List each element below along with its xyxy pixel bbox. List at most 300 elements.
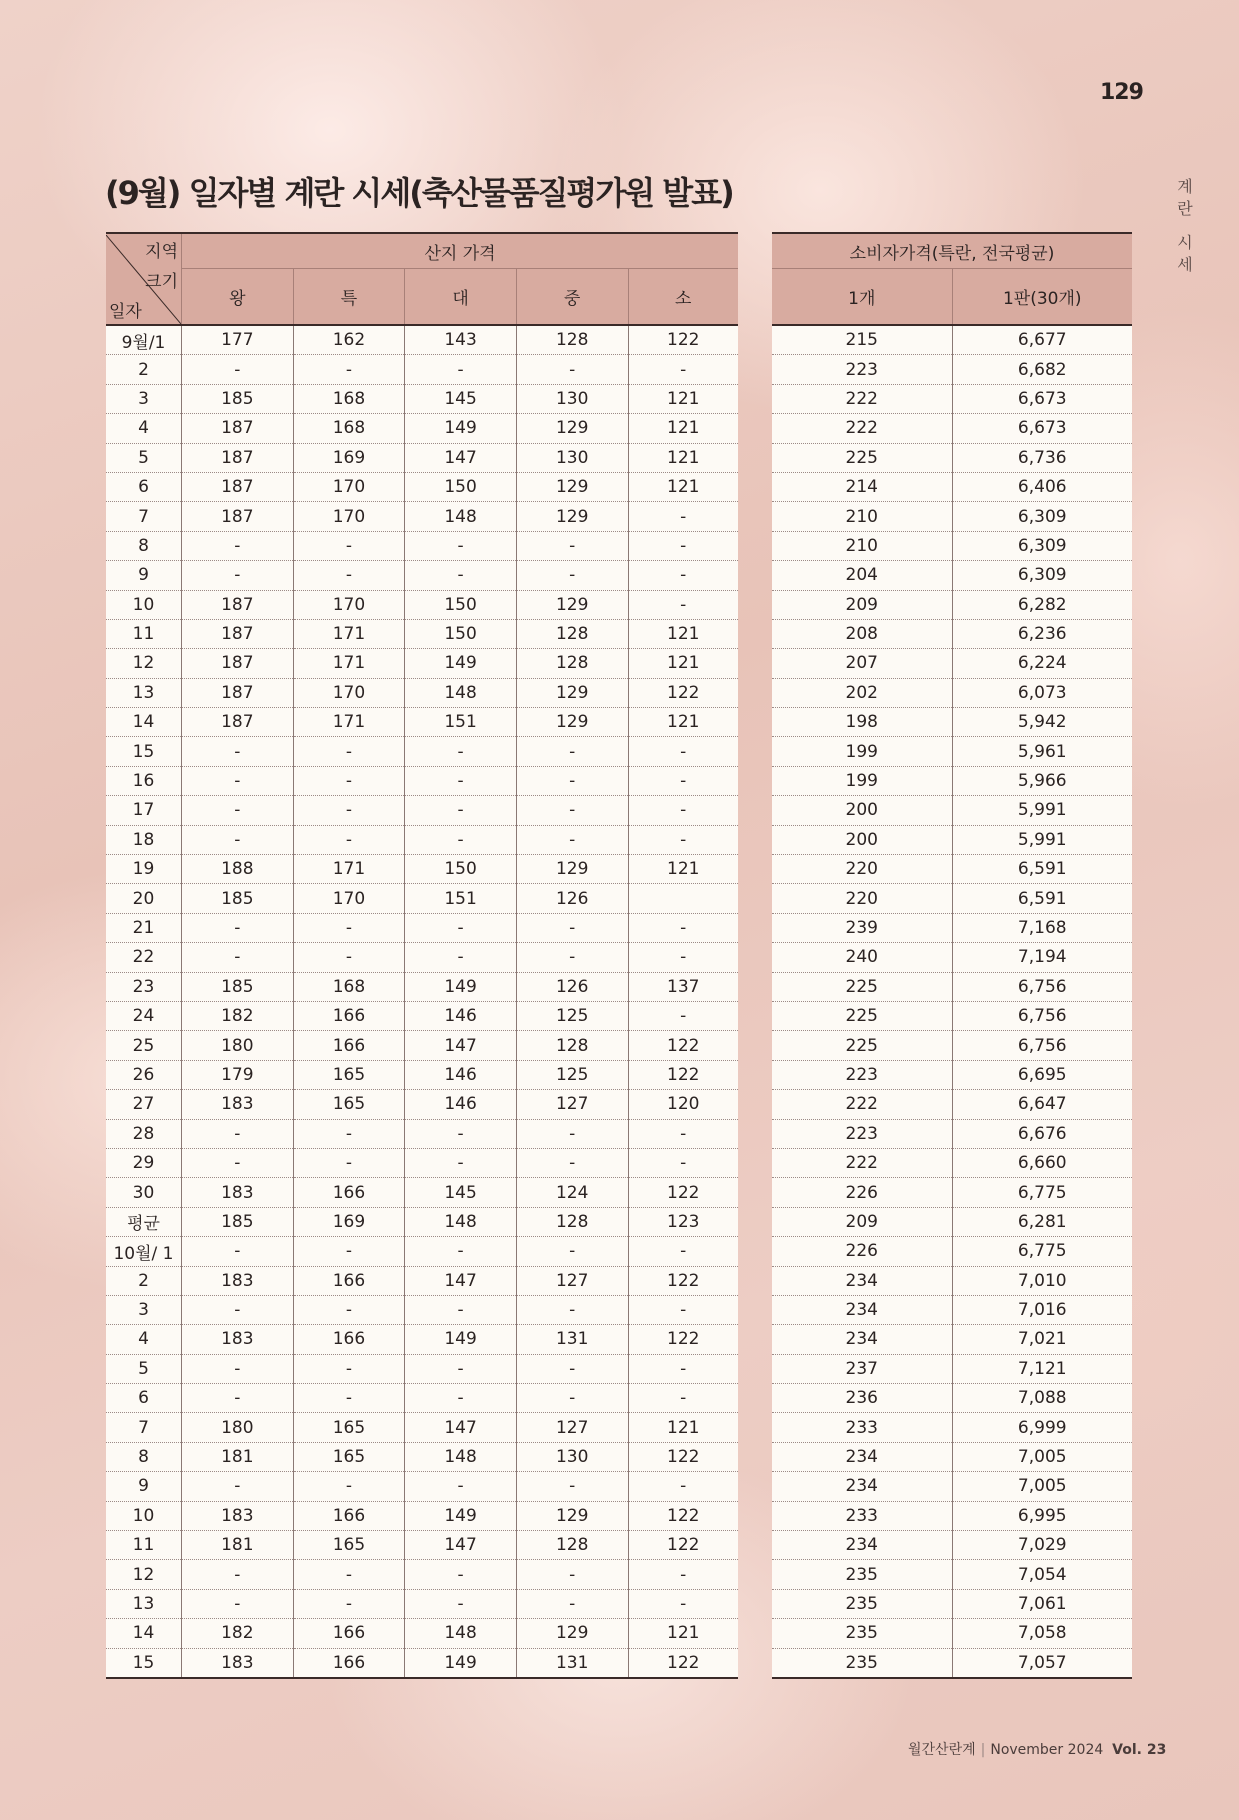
price-cell: 5,966 <box>952 766 1132 795</box>
price-cell: 128 <box>516 649 628 678</box>
price-cell: - <box>293 766 405 795</box>
date-cell: 28 <box>106 1119 182 1148</box>
farm-price-row <box>106 355 738 384</box>
consumer-price-row <box>772 1207 1132 1236</box>
price-cell: 168 <box>293 414 405 443</box>
price-cell: 181 <box>182 1531 294 1560</box>
price-cell: 165 <box>293 1531 405 1560</box>
price-cell: 225 <box>772 443 952 472</box>
date-cell: 7 <box>106 1413 182 1442</box>
price-cell: 121 <box>628 649 738 678</box>
price-cell <box>628 884 738 913</box>
price-cell: 5,991 <box>952 825 1132 854</box>
price-cell: 222 <box>772 1090 952 1119</box>
price-cell: 7,057 <box>952 1648 1132 1678</box>
price-cell: - <box>405 1148 517 1177</box>
price-cell: - <box>182 913 294 942</box>
price-cell: 225 <box>772 972 952 1001</box>
date-cell: 16 <box>106 766 182 795</box>
farm-price-row <box>106 1295 738 1324</box>
consumer-price-row <box>772 1031 1132 1060</box>
price-cell: - <box>182 1589 294 1618</box>
price-cell: 129 <box>516 1619 628 1648</box>
price-cell: 148 <box>405 1207 517 1236</box>
consumer-price-row <box>772 561 1132 590</box>
farm-price-row <box>106 1178 738 1207</box>
price-cell: 149 <box>405 972 517 1001</box>
price-cell: 7,088 <box>952 1384 1132 1413</box>
price-cell: 6,591 <box>952 884 1132 913</box>
price-cell: 166 <box>293 1501 405 1530</box>
farm-price-row <box>106 855 738 884</box>
farm-price-row <box>106 1501 738 1530</box>
price-cell: 7,016 <box>952 1295 1132 1324</box>
price-cell: 182 <box>182 1001 294 1030</box>
price-cell: - <box>628 943 738 972</box>
price-cell: - <box>293 1148 405 1177</box>
price-cell: - <box>516 943 628 972</box>
price-cell: - <box>405 796 517 825</box>
price-cell: - <box>293 1119 405 1148</box>
price-cell: 200 <box>772 796 952 825</box>
price-cell: 122 <box>628 325 738 355</box>
price-cell: - <box>628 1354 738 1383</box>
consumer-price-row <box>772 943 1132 972</box>
price-cell: 147 <box>405 1531 517 1560</box>
price-cell: 7,029 <box>952 1531 1132 1560</box>
price-cell: 130 <box>516 384 628 413</box>
price-cell: - <box>293 1560 405 1589</box>
price-cell: 121 <box>628 855 738 884</box>
price-cell: 146 <box>405 1001 517 1030</box>
price-cell: 187 <box>182 619 294 648</box>
price-cell: 6,282 <box>952 590 1132 619</box>
price-cell: - <box>516 1354 628 1383</box>
price-cell: 187 <box>182 590 294 619</box>
price-cell: 127 <box>516 1266 628 1295</box>
consumer-price-row <box>772 825 1132 854</box>
corner-size-label: 크기 <box>145 271 178 292</box>
price-cell: 222 <box>772 414 952 443</box>
price-cell: - <box>628 1384 738 1413</box>
price-cell: 121 <box>628 384 738 413</box>
date-cell: 12 <box>106 1560 182 1589</box>
consumer-price-row <box>772 1472 1132 1501</box>
price-cell: 129 <box>516 414 628 443</box>
price-cell: 236 <box>772 1384 952 1413</box>
price-cell: - <box>405 766 517 795</box>
consumer-price-row <box>772 1589 1132 1618</box>
price-cell: 234 <box>772 1295 952 1324</box>
price-cell: - <box>182 1295 294 1324</box>
price-cell: 6,406 <box>952 472 1132 501</box>
price-cell: - <box>293 1589 405 1618</box>
farm-column-header: 왕 <box>182 269 294 326</box>
price-cell: 6,756 <box>952 972 1132 1001</box>
price-cell: - <box>628 1295 738 1324</box>
price-cell: 128 <box>516 325 628 355</box>
date-cell: 3 <box>106 1295 182 1324</box>
price-cell: 6,736 <box>952 443 1132 472</box>
consumer-price-row <box>772 678 1132 707</box>
price-cell: - <box>628 737 738 766</box>
date-cell: 6 <box>106 472 182 501</box>
farm-price-row <box>106 678 738 707</box>
price-cell: 149 <box>405 1501 517 1530</box>
price-cell: 6,673 <box>952 384 1132 413</box>
price-cell: - <box>293 355 405 384</box>
footer-issue: November 2024 <box>990 1742 1104 1758</box>
consumer-price-row <box>772 325 1132 355</box>
price-cell: 120 <box>628 1090 738 1119</box>
price-cell: - <box>182 766 294 795</box>
price-cell: 128 <box>516 1531 628 1560</box>
price-cell: 6,591 <box>952 855 1132 884</box>
price-cell: 199 <box>772 766 952 795</box>
date-cell: 26 <box>106 1060 182 1089</box>
footer-volume: Vol. 23 <box>1112 1742 1167 1758</box>
price-cell: 235 <box>772 1619 952 1648</box>
farm-price-row <box>106 1031 738 1060</box>
price-cell: - <box>182 1354 294 1383</box>
price-cell: 187 <box>182 678 294 707</box>
price-cell: 204 <box>772 561 952 590</box>
price-cell: 128 <box>516 619 628 648</box>
price-cell: 181 <box>182 1442 294 1471</box>
price-cell: 149 <box>405 414 517 443</box>
price-cell: 6,309 <box>952 502 1132 531</box>
consumer-price-row <box>772 472 1132 501</box>
price-cell: - <box>405 561 517 590</box>
price-cell: - <box>405 1384 517 1413</box>
consumer-price-row <box>772 443 1132 472</box>
price-cell: - <box>628 1148 738 1177</box>
price-cell: 147 <box>405 1031 517 1060</box>
price-cell: 6,775 <box>952 1178 1132 1207</box>
corner-header <box>106 233 182 325</box>
price-cell: - <box>405 531 517 560</box>
price-cell: 180 <box>182 1031 294 1060</box>
page-number: 129 <box>1100 80 1143 105</box>
price-cell: 208 <box>772 619 952 648</box>
price-cell: - <box>516 1560 628 1589</box>
date-cell: 20 <box>106 884 182 913</box>
price-cell: 122 <box>628 1325 738 1354</box>
price-cell: 226 <box>772 1237 952 1266</box>
farm-price-table <box>106 232 738 1679</box>
farm-price-row <box>106 796 738 825</box>
price-cell: 6,281 <box>952 1207 1132 1236</box>
price-cell: 225 <box>772 1001 952 1030</box>
price-cell: 183 <box>182 1178 294 1207</box>
date-cell: 4 <box>106 1325 182 1354</box>
price-cell: 130 <box>516 443 628 472</box>
date-cell: 24 <box>106 1001 182 1030</box>
price-cell: 6,682 <box>952 355 1132 384</box>
date-cell: 평균 <box>106 1207 182 1236</box>
price-cell: - <box>405 1472 517 1501</box>
price-cell: 223 <box>772 355 952 384</box>
price-cell: - <box>182 1119 294 1148</box>
price-cell: 6,073 <box>952 678 1132 707</box>
price-cell: 225 <box>772 1031 952 1060</box>
price-cell: 185 <box>182 1207 294 1236</box>
farm-price-row <box>106 1560 738 1589</box>
price-cell: 210 <box>772 531 952 560</box>
price-cell: 166 <box>293 1619 405 1648</box>
price-cell: - <box>628 1560 738 1589</box>
farm-price-row <box>106 1472 738 1501</box>
farm-price-row <box>106 1442 738 1471</box>
price-cell: 127 <box>516 1090 628 1119</box>
price-cell: 239 <box>772 913 952 942</box>
farm-price-row <box>106 502 738 531</box>
price-cell: 180 <box>182 1413 294 1442</box>
price-cell: - <box>293 1384 405 1413</box>
price-cell: - <box>182 1148 294 1177</box>
price-cell: 183 <box>182 1266 294 1295</box>
price-cell: - <box>182 825 294 854</box>
date-cell: 10 <box>106 590 182 619</box>
consumer-price-row <box>772 531 1132 560</box>
price-cell: 7,054 <box>952 1560 1132 1589</box>
date-cell: 9 <box>106 1472 182 1501</box>
price-cell: 148 <box>405 1442 517 1471</box>
price-cell: 166 <box>293 1178 405 1207</box>
price-cell: 128 <box>516 1031 628 1060</box>
date-cell: 25 <box>106 1031 182 1060</box>
price-cell: 187 <box>182 502 294 531</box>
price-cell: 6,756 <box>952 1031 1132 1060</box>
consumer-price-row <box>772 913 1132 942</box>
date-cell: 8 <box>106 531 182 560</box>
price-cell: - <box>628 1001 738 1030</box>
farm-price-row <box>106 619 738 648</box>
price-cell: 7,194 <box>952 943 1132 972</box>
price-cell: 235 <box>772 1589 952 1618</box>
consumer-price-row <box>772 414 1132 443</box>
price-cell: 5,961 <box>952 737 1132 766</box>
price-cell: 7,121 <box>952 1354 1132 1383</box>
date-cell: 10월/ 1 <box>106 1237 182 1266</box>
price-cell: - <box>516 737 628 766</box>
consumer-column-header: 1판(30개) <box>952 269 1132 326</box>
price-cell: - <box>405 943 517 972</box>
date-cell: 30 <box>106 1178 182 1207</box>
price-cell: 122 <box>628 1442 738 1471</box>
price-cell: 121 <box>628 619 738 648</box>
price-cell: - <box>293 737 405 766</box>
consumer-price-row <box>772 855 1132 884</box>
price-cell: 149 <box>405 1325 517 1354</box>
farm-price-row <box>106 943 738 972</box>
price-cell: - <box>293 561 405 590</box>
date-cell: 13 <box>106 1589 182 1618</box>
price-cell: 6,695 <box>952 1060 1132 1089</box>
farm-price-row <box>106 766 738 795</box>
consumer-price-row <box>772 737 1132 766</box>
farm-price-row <box>106 708 738 737</box>
price-cell: - <box>405 1295 517 1324</box>
price-cell: 223 <box>772 1119 952 1148</box>
price-cell: 145 <box>405 384 517 413</box>
price-cell: - <box>405 355 517 384</box>
consumer-price-row <box>772 502 1132 531</box>
date-cell: 19 <box>106 855 182 884</box>
price-cell: - <box>516 825 628 854</box>
price-cell: - <box>516 1472 628 1501</box>
price-cell: 170 <box>293 678 405 707</box>
price-cell: 199 <box>772 737 952 766</box>
price-cell: 200 <box>772 825 952 854</box>
price-cell: - <box>516 913 628 942</box>
consumer-price-row <box>772 1619 1132 1648</box>
price-cell: 151 <box>405 884 517 913</box>
consumer-price-row <box>772 1325 1132 1354</box>
price-cell: - <box>182 943 294 972</box>
price-cell: 187 <box>182 414 294 443</box>
price-cell: 233 <box>772 1501 952 1530</box>
price-cell: - <box>516 1295 628 1324</box>
consumer-price-row <box>772 1178 1132 1207</box>
price-cell: 177 <box>182 325 294 355</box>
price-cell: 6,775 <box>952 1237 1132 1266</box>
price-cell: 148 <box>405 502 517 531</box>
price-cell: - <box>516 1384 628 1413</box>
price-cell: 187 <box>182 649 294 678</box>
price-cell: - <box>293 1237 405 1266</box>
price-cell: 6,673 <box>952 414 1132 443</box>
farm-price-row <box>106 384 738 413</box>
price-cell: - <box>516 531 628 560</box>
consumer-price-table <box>772 232 1132 1679</box>
price-cell: 121 <box>628 1619 738 1648</box>
price-cell: - <box>405 825 517 854</box>
price-cell: 187 <box>182 443 294 472</box>
group-header-farm-price: 산지 가격 <box>182 233 739 269</box>
price-cell: 150 <box>405 855 517 884</box>
consumer-price-row <box>772 1560 1132 1589</box>
price-cell: 234 <box>772 1266 952 1295</box>
price-cell: 6,224 <box>952 649 1132 678</box>
side-tab-char: 계 <box>1177 177 1193 196</box>
price-cell: 185 <box>182 384 294 413</box>
price-cell: - <box>628 796 738 825</box>
page-footer: 월간산란계 | November 2024 Vol. 23 <box>908 1742 1167 1758</box>
date-cell: 2 <box>106 355 182 384</box>
price-cell: - <box>182 796 294 825</box>
price-cell: 147 <box>405 1266 517 1295</box>
consumer-price-row <box>772 1001 1132 1030</box>
price-cell: 6,236 <box>952 619 1132 648</box>
price-cell: 183 <box>182 1648 294 1678</box>
price-cell: 166 <box>293 1001 405 1030</box>
price-cell: 130 <box>516 1442 628 1471</box>
price-cell: - <box>182 531 294 560</box>
price-cell: 146 <box>405 1090 517 1119</box>
farm-price-row <box>106 1354 738 1383</box>
consumer-price-row <box>772 1060 1132 1089</box>
price-cell: - <box>293 531 405 560</box>
date-cell: 23 <box>106 972 182 1001</box>
date-cell: 15 <box>106 737 182 766</box>
farm-price-row <box>106 561 738 590</box>
farm-price-row <box>106 1237 738 1266</box>
price-cell: 151 <box>405 708 517 737</box>
price-cell: 122 <box>628 1531 738 1560</box>
price-cell: 150 <box>405 619 517 648</box>
price-cell: 121 <box>628 443 738 472</box>
consumer-price-row <box>772 1237 1132 1266</box>
price-cell: - <box>516 796 628 825</box>
price-cell: - <box>405 913 517 942</box>
price-cell: 207 <box>772 649 952 678</box>
price-cell: 122 <box>628 1648 738 1678</box>
date-cell: 8 <box>106 1442 182 1471</box>
date-cell: 13 <box>106 678 182 707</box>
farm-price-row <box>106 1207 738 1236</box>
price-cell: 170 <box>293 884 405 913</box>
price-cell: 7,061 <box>952 1589 1132 1618</box>
page-title: (9월) 일자별 계란 시세(축산물품질평가원 발표) <box>105 174 733 212</box>
price-cell: 148 <box>405 1619 517 1648</box>
farm-price-row <box>106 1266 738 1295</box>
price-cell: 129 <box>516 708 628 737</box>
price-cell: 170 <box>293 590 405 619</box>
price-cell: 7,005 <box>952 1472 1132 1501</box>
price-cell: 187 <box>182 708 294 737</box>
price-cell: 150 <box>405 472 517 501</box>
price-cell: - <box>628 561 738 590</box>
price-cell: 166 <box>293 1266 405 1295</box>
price-cell: 147 <box>405 443 517 472</box>
price-cell: - <box>405 1560 517 1589</box>
consumer-price-row <box>772 766 1132 795</box>
price-cell: 122 <box>628 1060 738 1089</box>
price-cell: 234 <box>772 1442 952 1471</box>
date-cell: 5 <box>106 1354 182 1383</box>
price-cell: 235 <box>772 1560 952 1589</box>
farm-column-header: 특 <box>293 269 405 326</box>
consumer-price-row <box>772 1413 1132 1442</box>
consumer-price-row <box>772 1442 1132 1471</box>
consumer-price-row <box>772 1384 1132 1413</box>
price-cell: 171 <box>293 619 405 648</box>
price-cell: 234 <box>772 1531 952 1560</box>
price-cell: 143 <box>405 325 517 355</box>
consumer-price-row <box>772 1266 1132 1295</box>
farm-price-row <box>106 472 738 501</box>
price-cell: 148 <box>405 678 517 707</box>
price-cell: 214 <box>772 472 952 501</box>
price-cell: 121 <box>628 1413 738 1442</box>
price-cell: - <box>182 1384 294 1413</box>
farm-price-row <box>106 443 738 472</box>
price-cell: 183 <box>182 1325 294 1354</box>
date-cell: 4 <box>106 414 182 443</box>
price-cell: 170 <box>293 472 405 501</box>
price-cell: - <box>628 502 738 531</box>
farm-price-row <box>106 737 738 766</box>
price-cell: 131 <box>516 1325 628 1354</box>
price-cell: 7,005 <box>952 1442 1132 1471</box>
price-cell: 125 <box>516 1001 628 1030</box>
farm-price-row <box>106 913 738 942</box>
farm-column-header: 대 <box>405 269 517 326</box>
side-tab-char: 시 <box>1177 233 1193 252</box>
footer-magazine-name: 월간산란계 <box>908 1742 976 1758</box>
date-cell: 18 <box>106 825 182 854</box>
